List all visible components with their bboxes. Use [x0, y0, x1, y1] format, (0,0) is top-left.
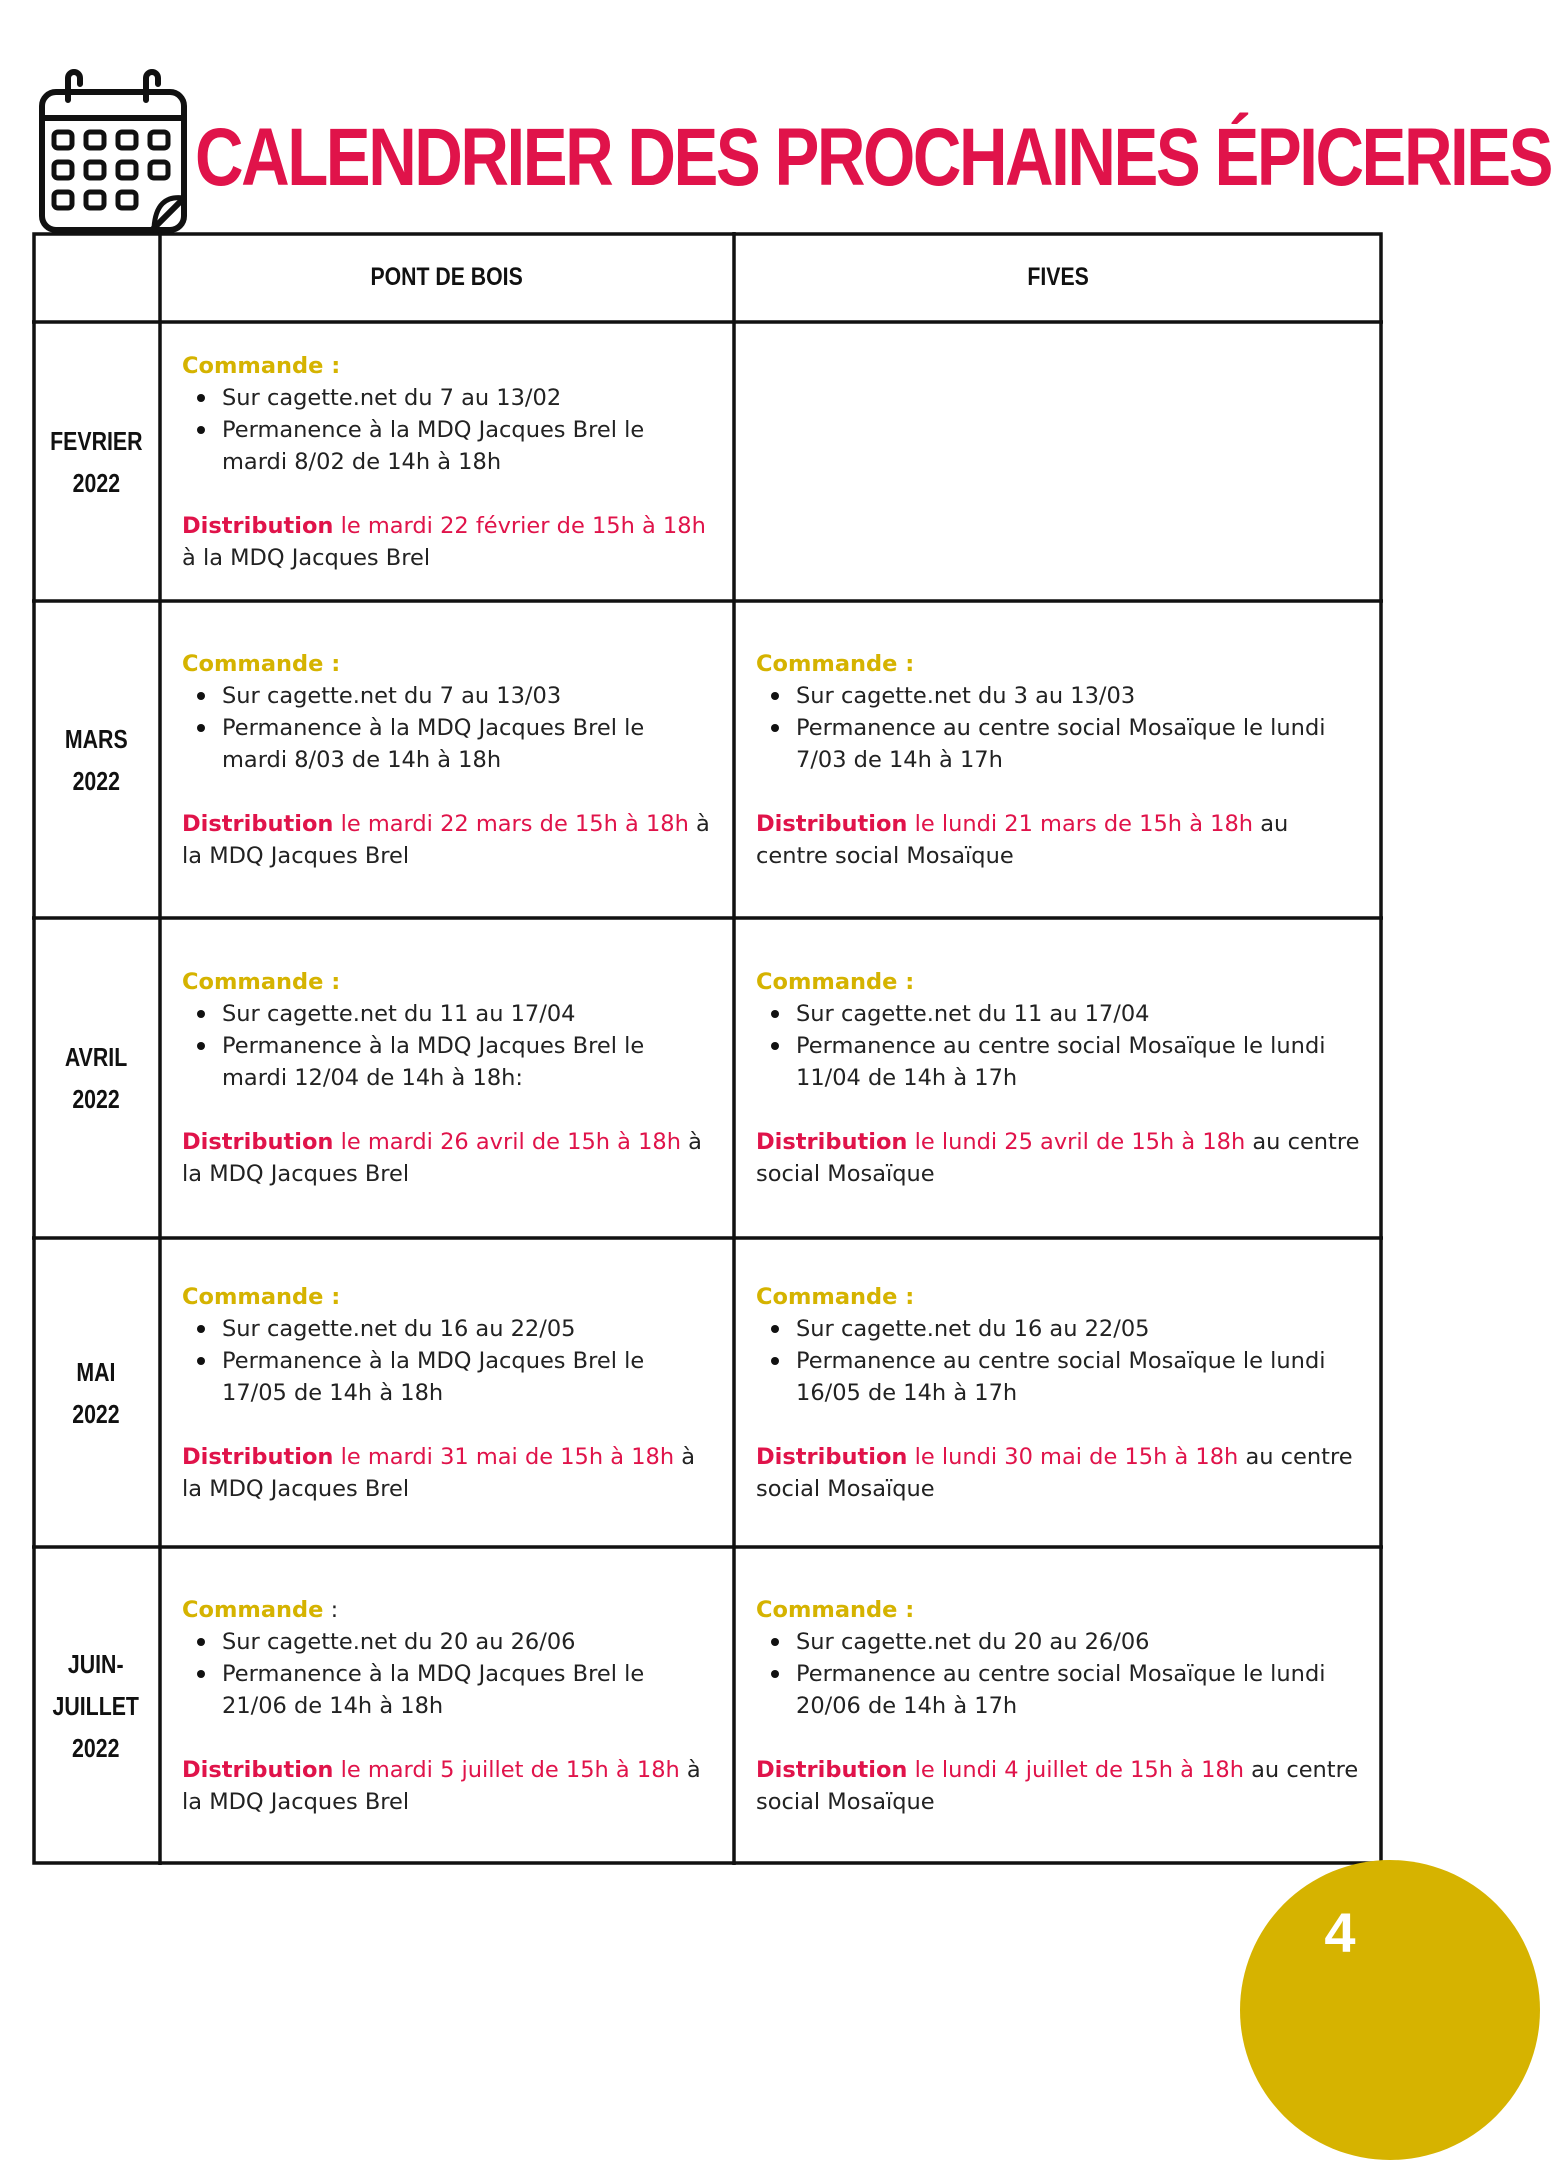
distribution-text	[756, 1441, 1361, 1505]
distribution-text	[182, 808, 712, 872]
month-label: MAI 2022	[72, 1356, 120, 1429]
distribution-place: à la MDQ Jacques Brel	[182, 1129, 702, 1187]
list-item: Sur cagette.net du 7 au 13/03	[182, 680, 712, 712]
commande-label: Commande :	[182, 969, 341, 995]
list-item: Sur cagette.net du 11 au 17/04	[182, 998, 712, 1030]
fives-cell	[734, 1238, 1383, 1547]
distribution-label: Distribution	[182, 810, 334, 837]
month-label: FEVRIER 2022	[49, 425, 143, 498]
distribution-text	[756, 1126, 1361, 1190]
month-cell	[32, 1238, 160, 1547]
distribution-place: au centre social Mosaïque	[756, 810, 1289, 869]
commande-line	[182, 1594, 712, 1626]
distribution-text	[756, 1754, 1361, 1818]
distribution-date: le mardi 31 mai de 15h à 18h	[333, 1443, 675, 1470]
distribution-label: Distribution	[182, 1129, 334, 1155]
distribution-place: à la MDQ Jacques Brel	[182, 544, 431, 571]
list-item: Sur cagette.net du 16 au 22/05	[182, 1313, 712, 1345]
commande-list	[182, 998, 712, 1094]
distribution-date: le lundi 21 mars de 15h à 18h	[907, 810, 1254, 837]
month-cell	[32, 918, 160, 1238]
commande-colon: :	[323, 1597, 339, 1623]
commande-list	[756, 680, 1361, 776]
commande-list	[756, 1626, 1361, 1722]
distribution-date: le mardi 26 avril de 15h à 18h	[333, 1129, 682, 1155]
month-label: JUIN- JUILLET 2022	[52, 1649, 140, 1763]
distribution-text	[182, 1126, 712, 1190]
month-cell	[32, 1547, 160, 1865]
column-header-label: PONT DE BOIS	[370, 262, 524, 291]
list-item: Permanence au centre social Mosaïque le lundi 11/04 de 14h à 17h	[756, 1030, 1361, 1094]
distribution-label: Distribution	[182, 512, 334, 539]
list-item: Sur cagette.net du 11 au 17/04	[756, 998, 1361, 1030]
distribution-date: le lundi 30 mai de 15h à 18h	[907, 1443, 1239, 1470]
distribution-date: le lundi 25 avril de 15h à 18h	[907, 1129, 1246, 1155]
list-item: Sur cagette.net du 7 au 13/02	[182, 382, 712, 414]
distribution-place: au centre social Mosaïque	[756, 1443, 1353, 1502]
pont-de-bois-cell	[160, 322, 734, 601]
list-item: Sur cagette.net du 3 au 13/03	[756, 680, 1361, 712]
distribution-text	[182, 1441, 712, 1505]
distribution-date: le mardi 22 mars de 15h à 18h	[333, 810, 689, 837]
commande-label: Commande :	[182, 650, 341, 677]
list-item: Permanence au centre social Mosaïque le lundi 20/06 de 14h à 17h	[756, 1658, 1361, 1722]
commande-label: Commande :	[182, 352, 341, 379]
month-label: MARS 2022	[64, 723, 128, 796]
page-number-badge	[1240, 1860, 1540, 2160]
distribution-label: Distribution	[756, 1129, 908, 1155]
distribution-text	[756, 808, 1361, 872]
distribution-label: Distribution	[756, 1443, 908, 1470]
pont-de-bois-cell	[160, 918, 734, 1238]
distribution-place: au centre social Mosaïque	[756, 1757, 1359, 1815]
commande-label: Commande :	[756, 969, 915, 995]
list-item: Sur cagette.net du 16 au 22/05	[756, 1313, 1361, 1345]
distribution-label: Distribution	[756, 1757, 908, 1783]
distribution-date: le lundi 4 juillet de 15h à 18h	[907, 1757, 1244, 1783]
distribution-date: le mardi 5 juillet de 15h à 18h	[333, 1757, 680, 1783]
fives-cell	[734, 1547, 1383, 1865]
commande-list	[182, 1313, 712, 1409]
commande-label: Commande :	[756, 1283, 915, 1310]
month-label: AVRIL 2022	[64, 1042, 128, 1114]
month-cell	[32, 322, 160, 601]
distribution-label: Distribution	[756, 810, 908, 837]
page-title: CALENDRIER DES PROCHAINES ÉPICERIES	[195, 112, 1551, 203]
pont-de-bois-cell	[160, 601, 734, 918]
distribution-text	[182, 1754, 712, 1818]
commande-list	[756, 1313, 1361, 1409]
commande-label: Commande :	[756, 650, 915, 677]
column-header-label: FIVES	[1027, 262, 1090, 291]
distribution-place: à la MDQ Jacques Brel	[182, 1757, 701, 1815]
distribution-place: à la MDQ Jacques Brel	[182, 1443, 696, 1502]
fives-cell-empty	[734, 322, 1383, 601]
distribution-date: le mardi 22 février de 15h à 18h	[333, 512, 706, 539]
commande-list	[756, 998, 1361, 1094]
commande-label: Commande :	[182, 1283, 341, 1310]
list-item: Permanence à la MDQ Jacques Brel le 21/06 de 14h à 18h	[182, 1658, 712, 1722]
distribution-place: à la MDQ Jacques Brel	[182, 810, 710, 869]
schedule-table	[32, 232, 1383, 1865]
list-item: Permanence au centre social Mosaïque le lundi 16/05 de 14h à 17h	[756, 1345, 1361, 1409]
fives-cell	[734, 601, 1383, 918]
list-item: Permanence au centre social Mosaïque le lundi 7/03 de 14h à 17h	[756, 712, 1361, 776]
calendar-icon	[38, 70, 188, 236]
list-item: Sur cagette.net du 20 au 26/06	[182, 1626, 712, 1658]
commande-list	[182, 1626, 712, 1722]
list-item: Permanence à la MDQ Jacques Brel le mardi 8/03 de 14h à 18h	[182, 712, 712, 776]
commande-label: Commande :	[756, 1597, 915, 1623]
list-item: Permanence à la MDQ Jacques Brel le mardi 12/04 de 14h à 18h:	[182, 1030, 712, 1094]
column-header-pont-de-bois	[160, 232, 734, 322]
list-item: Sur cagette.net du 20 au 26/06	[756, 1626, 1361, 1658]
commande-list	[182, 680, 712, 776]
list-item: Permanence à la MDQ Jacques Brel le 17/05 de 14h à 18h	[182, 1345, 712, 1409]
fives-cell	[734, 918, 1383, 1238]
distribution-label: Distribution	[182, 1443, 334, 1470]
page-number: 4	[1324, 1901, 1356, 1964]
column-header-fives	[734, 232, 1383, 322]
commande-list	[182, 382, 712, 478]
pont-de-bois-cell	[160, 1547, 734, 1865]
distribution-text	[182, 510, 712, 574]
distribution-label: Distribution	[182, 1757, 334, 1783]
list-item: Permanence à la MDQ Jacques Brel le mardi 8/02 de 14h à 18h	[182, 414, 712, 478]
distribution-place: au centre social Mosaïque	[756, 1129, 1360, 1187]
pont-de-bois-cell	[160, 1238, 734, 1547]
commande-label: Commande	[182, 1597, 324, 1623]
month-cell	[32, 601, 160, 918]
